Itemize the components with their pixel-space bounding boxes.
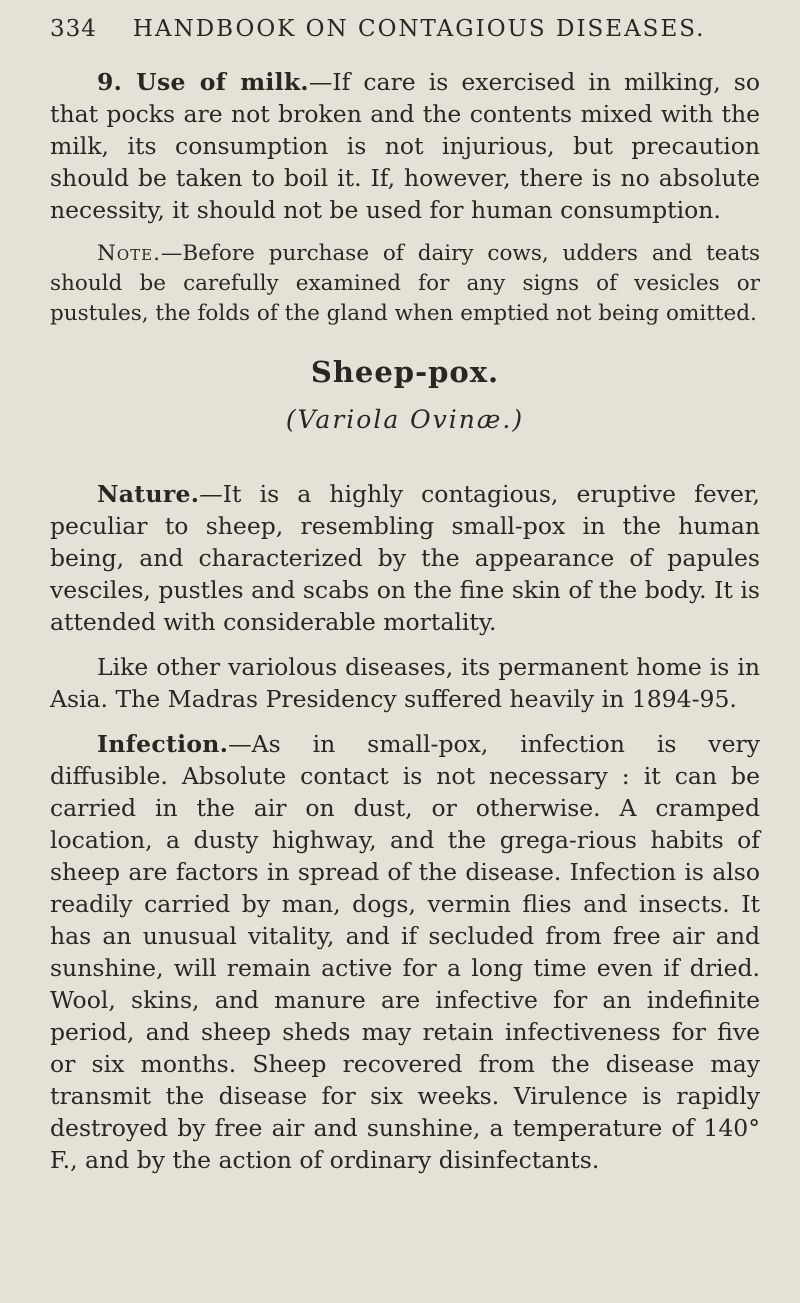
nature-heading: Nature. [97,480,200,508]
page-number: 334 [50,16,97,42]
note-paragraph [50,239,760,329]
infection-heading: Infection. [97,730,229,758]
milk-heading: 9. Use of milk. [97,68,309,96]
nature-paragraph [50,478,760,638]
milk-paragraph [50,66,760,226]
infection-text: —As in small-pox, infection is very diffusible. Absolute contact is not necessary : it can be carried in the air on dust, or otherwise. A cramped location, a dusty highway, and the grega-rious habits of sheep are factors in spread of the disease. Infection is also readily carried by man, dogs, vermin flies and insects. It has an unusual vitality, and if secluded from free air and sunshine, will remain active for a long time even if dried. Wool, skins, and manure are infective for an indefinite period, and sheep sheds may retain infectiveness for five or six months. Sheep recovered from the disease may transmit the disease for six weeks. Virulence is rapidly destroyed by free air and sunshine, a temperature of 140° F., and by the action of ordinary disinfectants. [50,730,760,1174]
section-title: Sheep-pox. [310,355,500,389]
milk-text: —If care is exercised in milking, so that pocks are not broken and the contents mixed with the milk, its consumption is not injurious, but precaution should be taken to boil it. If, however, there is no absolute necessity, it should not be used for human consumption. [50,68,760,224]
infection-paragraph [50,728,760,1176]
home-paragraph: Like other variolous diseases, its permanent home is in Asia. The Madras Presidency suffered heavily in 1894-95. [50,653,760,713]
section-subtitle: (Variola Ovinæ.) [285,405,525,434]
note-label: Note. [97,241,161,266]
note-block [50,239,760,329]
running-head [50,16,760,42]
running-title: HANDBOOK ON CONTAGIOUS DISEASES. [132,16,706,42]
note-text: —Before purchase of dairy cows, udders and teats should be carefully examined for any signs of vesicles or pustules, the folds of the gland when emptied not being omitted. [50,241,760,326]
nature-text: —It is a highly contagious, eruptive fever, peculiar to sheep, resembling small-pox in the human being, and characterized by the appearance of papules vesciles, pustles and scabs on the fine skin of the body. It is attended with considerable mortality. [50,480,760,636]
